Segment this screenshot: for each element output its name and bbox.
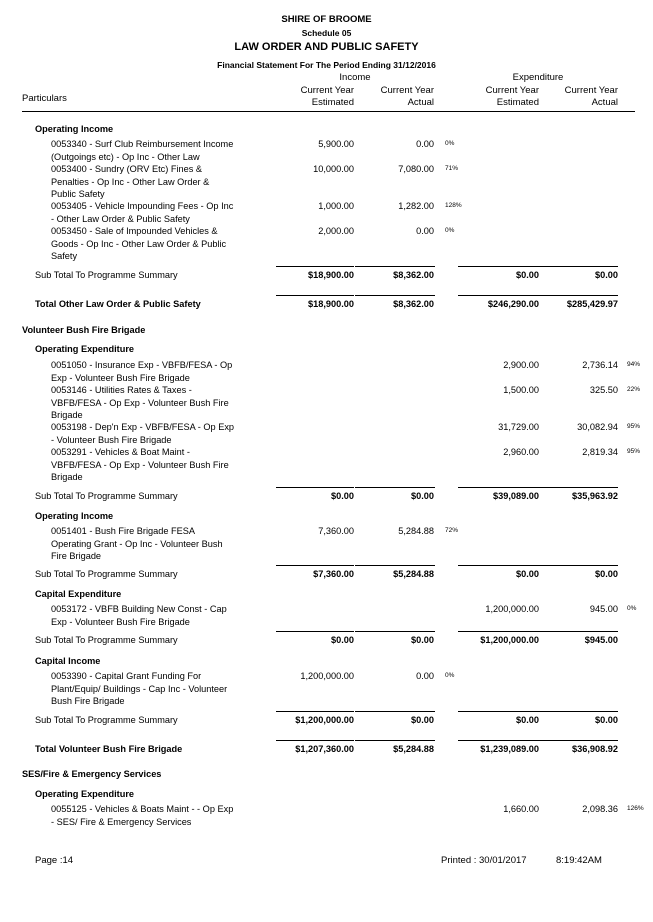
subtotal-rule [276,631,354,632]
report-title: LAW ORDER AND PUBLIC SAFETY [234,41,419,53]
label-line: - Volunteer Bush Fire Brigade [51,434,172,445]
subtotal-rule [355,740,435,741]
row-label [51,670,227,708]
subtotal-rule [355,565,435,566]
subtotal-rule [276,266,354,267]
label-line: 0053172 - VBFB Building New Const - Cap [51,604,227,614]
row-label [22,768,161,781]
label-line: 0051050 - Insurance Exp - VBFB/FESA - Op [51,360,233,370]
inc-est-value: $18,900.00 [308,299,354,309]
label-line: 0053198 - Dep'n Exp - VBFB/FESA - Op Exp [51,422,235,432]
label-line: 0053146 - Utilities Rates & Taxes - [51,385,192,395]
exp-act-value: 30,082.94 [577,422,618,432]
label-line: 0053291 - Vehicles & Boat Maint - [51,447,190,457]
exp-act-value: 325.50 [589,385,618,395]
label-line: Volunteer Bush Fire Brigade [22,325,146,335]
row-label [35,568,178,581]
row-label [35,343,134,356]
printed-time: 8:19:42AM [556,855,602,866]
label-line: 0055125 - Vehicles & Boats Maint - - Op Exp [51,804,234,814]
subtotal-rule [458,565,538,566]
row-label [35,510,113,523]
inc-pct-percent: 0% [445,140,455,147]
inc-pct-percent: 0% [445,227,455,234]
inc-est-value: $1,200,000.00 [295,715,354,725]
row-label [35,634,178,647]
inc-pct-percent: 128% [445,202,462,209]
row-label [51,163,209,201]
row-label [51,603,227,628]
row-label [35,714,178,727]
exp-act-value: $945.00 [584,635,618,645]
exp-pct-percent: 95% [627,448,641,455]
inc-est-value: $18,900.00 [308,270,354,280]
subtotal-rule [276,487,354,488]
subtotal-rule [458,266,538,267]
row-label [51,225,226,263]
label-line: SES/Fire & Emergency Services [22,769,162,779]
inc-act-value: 0.00 [416,139,434,149]
subtotal-rule [458,711,538,712]
label-line: Penalties - Op Inc - Other Law Order & [51,176,210,187]
exp-est-value: 1,200,000.00 [485,604,539,614]
schedule-number: Schedule 05 [301,28,352,38]
inc-pct-percent: 71% [445,165,459,172]
label-line: Capital Expenditure [35,589,122,599]
label-line: Brigade [51,472,83,483]
label-line: 0053390 - Capital Grant Funding For [51,671,202,681]
row-label [35,123,113,136]
header-rule [22,111,635,112]
label-line: Public Safety [51,189,105,200]
inc-est-value: 7,360.00 [318,526,354,536]
inc-est-value: 10,000.00 [313,164,354,174]
exp-est-value: $39,089.00 [493,491,539,501]
label-line: 0053405 - Vehicle Impounding Fees - Op Inc [51,201,234,211]
subtotal-rule [355,266,435,267]
exp-est-value: $0.00 [516,715,539,725]
subtotal-rule [538,631,618,632]
row-label [51,359,232,384]
row-label [35,588,121,601]
row-label [35,490,178,503]
subtotal-rule [355,631,435,632]
label-line: - SES/ Fire & Emergency Services [51,816,192,827]
expenditure-actual-header: Current Year Actual [564,85,618,108]
exp-est-value: $246,290.00 [487,299,539,309]
exp-est-value: 1,660.00 [503,804,539,814]
subtotal-rule [355,295,435,296]
inc-act-value: 0.00 [416,226,434,236]
label-line: VBFB/FESA - Op Exp - Volunteer Bush Fire [51,397,229,408]
subtotal-rule [538,740,618,741]
label-line: Total Volunteer Bush Fire Brigade [35,744,183,754]
exp-est-value: 2,900.00 [503,360,539,370]
inc-est-value: $0.00 [331,635,354,645]
label-line: Operating Grant - Op Inc - Volunteer Bush [51,538,223,549]
exp-act-value: $0.00 [595,715,618,725]
label-line: - Other Law Order & Public Safety [51,213,190,224]
label-line: Sub Total To Programme Summary [35,569,178,579]
subtotal-rule [458,487,538,488]
label-line: 0051401 - Bush Fire Brigade FESA [51,526,196,536]
inc-act-value: $8,362.00 [393,270,434,280]
exp-pct-percent: 126% [627,805,644,812]
label-line: VBFB/FESA - Op Exp - Volunteer Bush Fire [51,459,229,470]
row-label [51,384,229,422]
label-line: Brigade [51,410,83,421]
subtotal-rule [276,565,354,566]
inc-est-value: 2,000.00 [318,226,354,236]
row-label [51,446,229,484]
label-line: Exp - Volunteer Bush Fire Brigade [51,372,190,383]
exp-act-value: $36,908.92 [572,744,618,754]
subtotal-rule [538,565,618,566]
label-line: Total Other Law Order & Public Safety [35,299,201,309]
row-label [51,421,234,446]
label-line: Plant/Equip/ Buildings - Cap Inc - Volunteer [51,683,228,694]
inc-act-value: $0.00 [411,491,434,501]
row-label [51,200,233,225]
row-label [35,655,100,668]
label-line: Safety [51,251,78,262]
label-line: (Outgoings etc) - Op Inc - Other Law [51,151,200,162]
inc-act-value: 5,284.88 [398,526,434,536]
label-line: 0053450 - Sale of Impounded Vehicles & [51,226,218,236]
income-group-header: Income [339,72,371,83]
exp-est-value: 1,500.00 [503,385,539,395]
exp-est-value: $0.00 [516,270,539,280]
inc-est-value: 1,000.00 [318,201,354,211]
report-subtitle: Financial Statement For The Period Ending 31/12/2016 [217,60,436,70]
exp-est-value: $1,200,000.00 [480,635,539,645]
label-line: Bush Fire Brigade [51,696,125,707]
shire-name: SHIRE OF BROOME [281,14,372,25]
inc-act-value: 7,080.00 [398,164,434,174]
label-line: Exp - Volunteer Bush Fire Brigade [51,616,190,627]
label-line: Sub Total To Programme Summary [35,491,178,501]
exp-est-value: 31,729.00 [498,422,539,432]
subtotal-rule [276,740,354,741]
subtotal-rule [458,295,538,296]
expenditure-estimated-header: Current Year Estimated [485,85,539,108]
row-label [51,138,233,163]
label-line: 0053340 - Surf Club Reimbursement Income [51,139,234,149]
label-line: Sub Total To Programme Summary [35,635,178,645]
inc-act-value: $5,284.88 [393,569,434,579]
subtotal-rule [276,295,354,296]
exp-est-value: $0.00 [516,569,539,579]
label-line: Operating Income [35,511,114,521]
income-actual-header: Current Year Actual [380,85,434,108]
inc-act-value: 0.00 [416,671,434,681]
row-label [51,803,233,828]
exp-act-value: 2,098.36 [582,804,618,814]
inc-est-value: $7,360.00 [313,569,354,579]
inc-act-value: $8,362.00 [393,299,434,309]
exp-est-value: 2,960.00 [503,447,539,457]
label-line: Operating Expenditure [35,344,135,354]
exp-act-value: $35,963.92 [572,491,618,501]
label-line: Operating Income [35,124,114,134]
label-line: 0053400 - Sundry (ORV Etc) Fines & [51,164,202,174]
exp-act-value: 945.00 [589,604,618,614]
label-line: Sub Total To Programme Summary [35,270,178,280]
inc-act-value: 1,282.00 [398,201,434,211]
subtotal-rule [276,711,354,712]
exp-pct-percent: 95% [627,423,641,430]
inc-act-value: $0.00 [411,635,434,645]
row-label [35,743,182,756]
inc-est-value: 5,900.00 [318,139,354,149]
subtotal-rule [538,295,618,296]
income-estimated-header: Current Year Estimated [300,85,354,108]
particulars-header: Particulars [22,93,67,104]
exp-pct-percent: 0% [627,605,637,612]
subtotal-rule [458,740,538,741]
page-number: Page :14 [35,855,74,866]
subtotal-rule [458,631,538,632]
inc-pct-percent: 0% [445,672,455,679]
inc-pct-percent: 72% [445,527,459,534]
printed-date: Printed : 30/01/2017 [441,855,527,866]
exp-pct-percent: 94% [627,361,641,368]
row-label [22,324,145,337]
row-label [35,788,134,801]
row-label [35,269,178,282]
label-line: Goods - Op Inc - Other Law Order & Public [51,238,227,249]
row-label [51,525,223,563]
subtotal-rule [538,711,618,712]
label-line: Capital Income [35,656,101,666]
exp-pct-percent: 22% [627,386,641,393]
exp-est-value: $1,239,089.00 [480,744,539,754]
subtotal-rule [355,711,435,712]
exp-act-value: 2,736.14 [582,360,618,370]
subtotal-rule [355,487,435,488]
label-line: Sub Total To Programme Summary [35,715,178,725]
subtotal-rule [538,266,618,267]
exp-act-value: $0.00 [595,569,618,579]
exp-act-value: $0.00 [595,270,618,280]
row-label [35,298,201,311]
exp-act-value: 2,819.34 [582,447,618,457]
inc-act-value: $5,284.88 [393,744,434,754]
exp-act-value: $285,429.97 [566,299,618,309]
label-line: Fire Brigade [51,551,102,562]
subtotal-rule [538,487,618,488]
inc-est-value: $1,207,360.00 [295,744,354,754]
inc-act-value: $0.00 [411,715,434,725]
inc-est-value: 1,200,000.00 [300,671,354,681]
expenditure-group-header: Expenditure [512,72,564,83]
label-line: Operating Expenditure [35,789,135,799]
inc-est-value: $0.00 [331,491,354,501]
